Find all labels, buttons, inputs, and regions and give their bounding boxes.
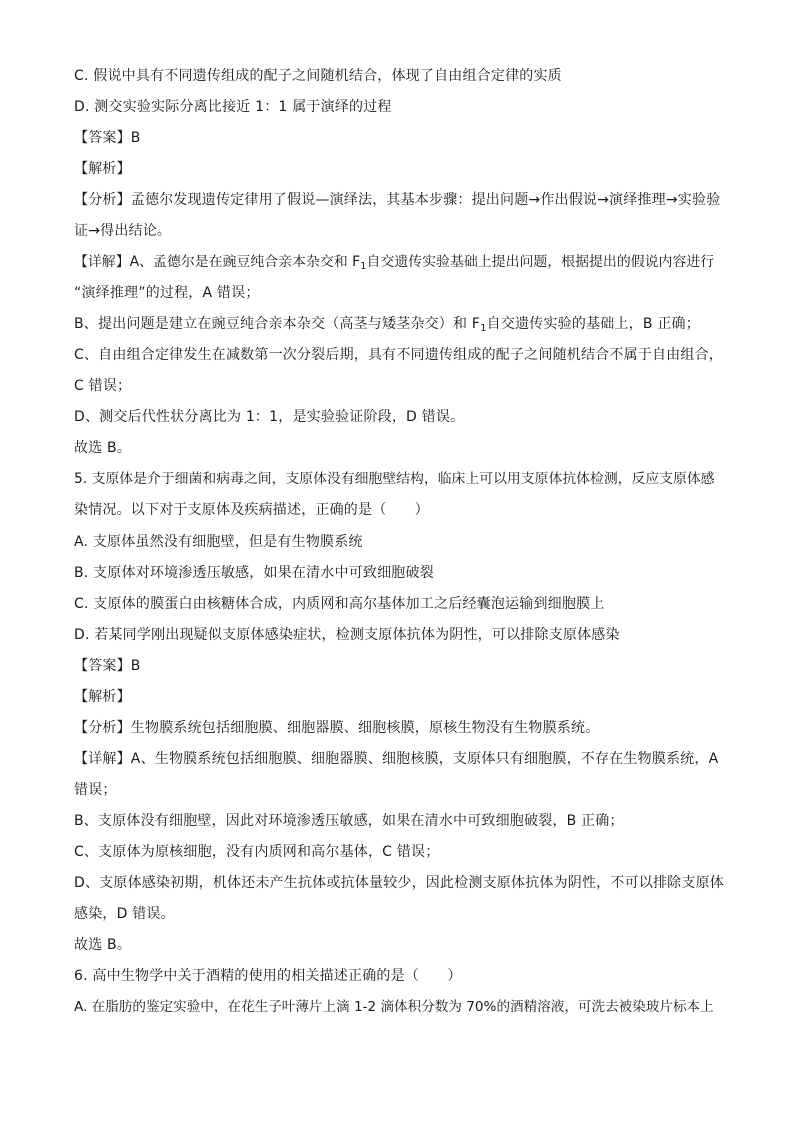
q5-jiexi-heading: 【解析】: [74, 689, 131, 705]
q5-option-a: A. 支原体虽然没有细胞壁，但是有生物膜系统: [74, 534, 363, 550]
q4-detail-b-text-pre: B、提出问题是建立在豌豆纯合亲本杂交（高茎与矮茎杂交）和 F: [74, 316, 481, 332]
q4-detail-d: D、测交后代性状分离比为 1：1，是实验验证阶段，D 错误。: [74, 409, 465, 425]
q5-analysis: 【分析】生物膜系统包括细胞膜、细胞器膜、细胞核膜，原核生物没有生物膜系统。: [74, 720, 600, 736]
q4-jiexi-heading: 【解析】: [74, 161, 131, 177]
q4-detail-c-line-2: C 错误；: [74, 378, 132, 394]
q6-stem: 6. 高中生物学中关于酒精的使用的相关描述正确的是（ ）: [74, 968, 462, 984]
q5-conclusion: 故选 B。: [74, 937, 132, 953]
q4-detail-b-subscript: 1: [480, 323, 487, 334]
q4-conclusion: 故选 B。: [74, 440, 132, 456]
q4-detail-b-text-post: 自交遗传实验的基础上，B 正确；: [486, 316, 700, 332]
q4-detail-a-line-2: “演绎推理”的过程，A 错误；: [74, 285, 260, 301]
q4-analysis-line-1: 【分析】孟德尔发现遗传定律用了假说—演绎法，其基本步骤：提出问题→作出假说→演绎推理→实验验: [74, 192, 721, 208]
q4-option-c: C. 假说中具有不同遗传组成的配子之间随机结合，体现了自由组合定律的实质: [74, 68, 562, 84]
q4-detail-b: [74, 314, 724, 334]
q4-analysis-line-2: 证→得出结论。: [74, 223, 172, 239]
q5-detail-d-line-2: 感染，D 错误。: [74, 906, 175, 922]
q5-option-d: D. 若某同学刚出现疑似支原体感染症状，检测支原体抗体为阴性，可以排除支原体感染: [74, 627, 620, 643]
q4-answer: 【答案】B: [74, 130, 141, 146]
q4-option-d: D. 测交实验实际分离比接近 1：1 属于演绎的过程: [74, 99, 392, 115]
q4-detail-a-text-pre: 【详解】A、孟德尔是在豌豆纯合亲本杂交和 F: [74, 254, 361, 270]
q6-option-a: A. 在脂肪的鉴定实验中，在花生子叶薄片上滴 1-2 滴体积分数为 70%的酒精溶液，可洗去被染玻片标本上: [74, 999, 714, 1015]
q5-detail-a-line-2: 错误；: [74, 782, 117, 798]
q5-stem-line-2: 染情况。以下对于支原体及疾病描述，正确的是（ ）: [74, 502, 429, 518]
q5-option-b: B. 支原体对环境渗透压敏感，如果在清水中可致细胞破裂: [74, 565, 434, 581]
q4-detail-a-line-1: [74, 252, 724, 272]
q4-detail-a-subscript: 1: [360, 261, 367, 272]
q5-answer: 【答案】B: [74, 658, 141, 674]
q5-detail-b: B、支原体没有细胞壁，因此对环境渗透压敏感，如果在清水中可致细胞破裂，B 正确；: [74, 813, 624, 829]
q4-detail-c-line-1: C、自由组合定律发生在减数第一次分裂后期，具有不同遗传组成的配子之间随机结合不属于自由组合，: [74, 347, 723, 363]
q5-stem-line-1: 5. 支原体是介于细菌和病毒之间，支原体没有细胞壁结构，临床上可以用支原体抗体检测，反应支原体感: [74, 471, 715, 487]
q5-detail-a-line-1: 【详解】A、生物膜系统包括细胞膜、细胞器膜、细胞核膜，支原体只有细胞膜，不存在生物膜系统，A: [74, 751, 719, 767]
q4-detail-a-text-post: 自交遗传实验基础上提出问题，根据提出的假说内容进行: [366, 254, 715, 270]
q5-detail-d-line-1: D、支原体感染初期，机体还未产生抗体或抗体量较少，因此检测支原体抗体为阴性，不可以排除支原体: [74, 875, 724, 891]
q5-option-c: C. 支原体的膜蛋白由核糖体合成，内质网和高尔基体加工之后经囊泡运输到细胞膜上: [74, 596, 605, 612]
q5-detail-c: C、支原体为原核细胞，没有内质网和高尔基体，C 错误；: [74, 844, 440, 860]
